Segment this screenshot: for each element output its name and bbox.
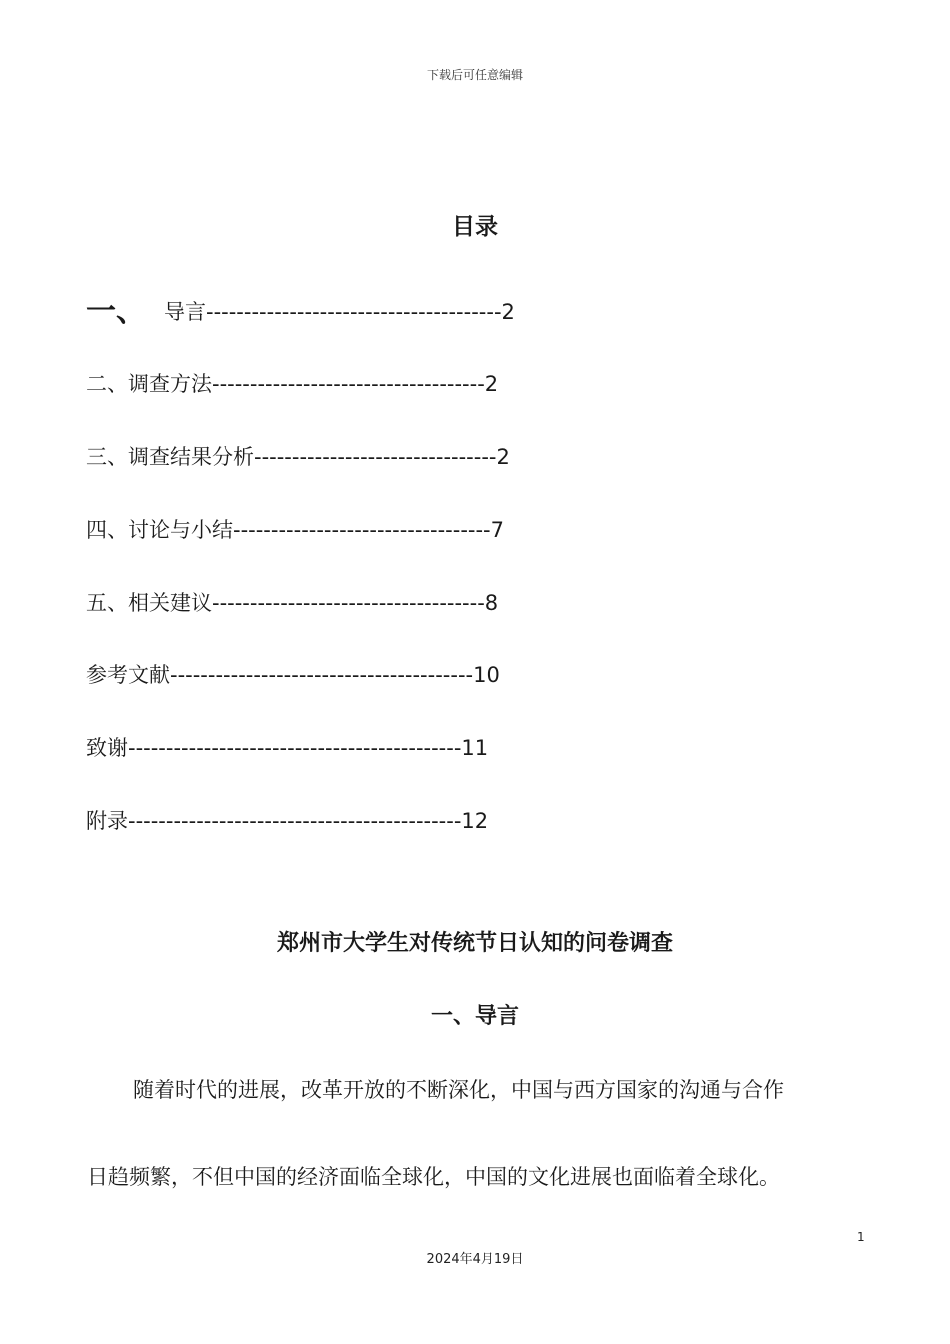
- toc-item-page: 12: [461, 809, 489, 833]
- toc-item[interactable]: [86, 284, 515, 328]
- toc-item-page: 7: [490, 518, 505, 542]
- toc-item[interactable]: [86, 514, 504, 544]
- footer-date: 2024年4月19日: [426, 1252, 524, 1267]
- paragraph-line: 日趋频繁，不但中国的经济面临全球化，中国的文化进展也面临着全球化。: [87, 1165, 780, 1189]
- page-number: 1: [857, 1230, 865, 1244]
- toc-item[interactable]: [86, 441, 510, 471]
- toc-item-page: 8: [484, 591, 499, 615]
- toc-item-leader: ------------------------------------: [212, 372, 485, 396]
- toc-item-label: 附录: [86, 809, 128, 833]
- toc-item-label: 导言: [164, 300, 206, 324]
- toc-item-page: 2: [496, 445, 510, 469]
- toc-item[interactable]: [86, 805, 488, 835]
- document-title: 郑州市大学生对传统节日认知的问卷调查: [276, 931, 673, 956]
- toc-item-page: 2: [484, 372, 499, 396]
- toc-item-label: 五、相关建议: [86, 591, 212, 615]
- toc-item-number: 一、: [86, 294, 146, 329]
- toc-item[interactable]: [86, 587, 498, 617]
- toc-item-label: 四、讨论与小结: [86, 518, 233, 542]
- toc-title: 目录: [452, 214, 498, 240]
- toc-item-page: 10: [473, 663, 500, 687]
- toc-item-leader: ---------------------------------------: [206, 300, 502, 324]
- toc-item-leader: ----------------------------------------: [170, 663, 474, 687]
- toc-item-label: 参考文献: [86, 663, 170, 687]
- header-note: 下载后可任意编辑: [426, 68, 523, 82]
- toc-item-leader: --------------------------------------------: [128, 809, 462, 833]
- toc-item-label: 三、调查结果分析: [86, 445, 254, 469]
- toc-item-label: 二、调查方法: [86, 372, 212, 396]
- toc-item-page: 2: [501, 300, 515, 324]
- toc-item-leader: ------------------------------------: [212, 591, 485, 615]
- toc-item[interactable]: [86, 368, 498, 398]
- toc-item-leader: ----------------------------------: [233, 518, 491, 542]
- toc-item[interactable]: [86, 732, 488, 762]
- paragraph-line: 随着时代的进展，改革开放的不断深化，中国与西方国家的沟通与合作: [133, 1078, 784, 1102]
- toc-item-leader: --------------------------------: [254, 445, 497, 469]
- toc-item-leader: --------------------------------------------: [128, 736, 462, 760]
- toc-item-label: 致谢: [86, 736, 128, 760]
- toc-item[interactable]: [86, 659, 500, 689]
- section-heading: 一、导言: [430, 1004, 519, 1029]
- toc-item-page: 11: [461, 736, 489, 760]
